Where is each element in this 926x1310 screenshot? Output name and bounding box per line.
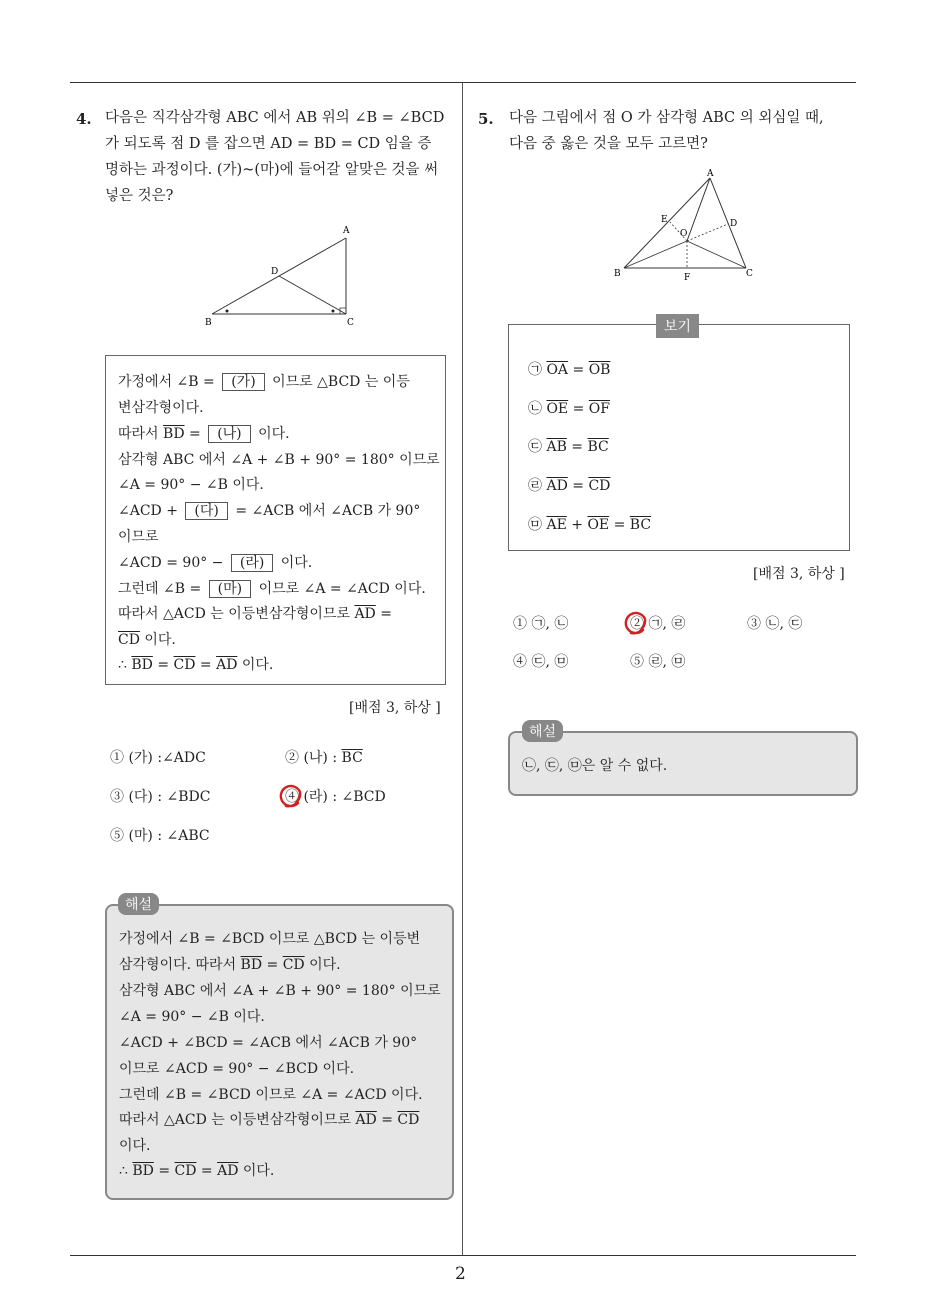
segment-ca bbox=[710, 178, 746, 268]
solution-line-2: 삼각형이다. 따라서 $\overline{BD} = \overline{CD}$ 이다. bbox=[119, 957, 341, 973]
blank-da: (다) bbox=[185, 502, 227, 520]
segment-od bbox=[687, 224, 728, 241]
label-b: B bbox=[205, 318, 212, 328]
q4-text-line: 명하는 과정이다. (가)~(마)에 들어갈 알맞은 것을 써 bbox=[105, 162, 439, 178]
page-number: 2 bbox=[455, 1264, 466, 1284]
proof-line-4: 삼각형 ABC 에서 ∠A + ∠B + 90° = 180° 이므로 bbox=[118, 452, 440, 468]
q5-triangle-figure bbox=[610, 166, 760, 286]
proof-line-7: 이므로 bbox=[118, 529, 159, 545]
q5-score: [배점 3, 하상 ] bbox=[753, 566, 845, 582]
q4-text-line: 가 되도록 점 D 를 잡으면 AD = BD = CD 임을 증 bbox=[105, 136, 432, 152]
q5-choice-1[interactable]: ① ㉠, ㉡ bbox=[513, 616, 569, 632]
q4-text-line: 다음은 직각삼각형 ABC 에서 AB 위의 ∠B = ∠BCD bbox=[105, 110, 445, 126]
solution-line-6: 이므로 ∠ACD = 90° − ∠BCD 이다. bbox=[119, 1061, 355, 1077]
label-e: E bbox=[661, 215, 668, 225]
q5-text-line: 다음 그림에서 점 O 가 삼각형 ABC 의 외심일 때, bbox=[509, 110, 824, 126]
q5-choice-3[interactable]: ③ ㉡, ㉢ bbox=[747, 616, 803, 632]
blank-ra: (라) bbox=[231, 554, 273, 572]
proof-line-10: 따라서 △ACD 는 이등변삼각형이므로 $\overline{AD}$ = bbox=[118, 606, 392, 622]
q4-text-line: 넣은 것은? bbox=[105, 188, 174, 204]
q5-text-line: 다음 중 옳은 것을 모두 고르면? bbox=[509, 136, 708, 152]
q4-answer-circle-mark bbox=[276, 780, 306, 810]
q4-choice-5[interactable]: ⑤ (마) : ∠ABC bbox=[110, 828, 210, 844]
blank-na: (나) bbox=[208, 425, 250, 443]
bogi-item-4: ㉣ $\overline{AD} = \overline{CD}$ bbox=[528, 478, 611, 494]
q4-question-text bbox=[105, 105, 444, 209]
q4-number: 4. bbox=[76, 110, 92, 128]
label-b: B bbox=[614, 269, 621, 279]
q4-solution-tag: 해설 bbox=[118, 893, 159, 915]
q5-choice-4[interactable]: ④ ㉢, ㉤ bbox=[513, 654, 569, 670]
segment-ao bbox=[687, 178, 710, 241]
q4-triangle-figure bbox=[200, 222, 360, 330]
label-a: A bbox=[707, 169, 714, 179]
q4-choice-1[interactable]: ① (가) :∠ADC bbox=[110, 750, 206, 766]
proof-line-9: 그런데 ∠B = (마) 이므로 ∠A = ∠ACD 이다. bbox=[118, 581, 426, 597]
solution-line-9: 이다. bbox=[119, 1138, 151, 1154]
bogi-item-3: ㉢ $\overline{AB} = \overline{BC}$ bbox=[528, 439, 609, 455]
proof-line-1: 가정에서 ∠B = (가) 이므로 △BCD 는 이등 bbox=[118, 374, 410, 390]
segment-dc bbox=[279, 276, 346, 314]
proof-line-3: 따라서 $\overline{BD}$ = (나) 이다. bbox=[118, 426, 290, 442]
q4-choice-4[interactable]: ④ (라) : ∠BCD bbox=[285, 789, 386, 805]
angle-b-mark bbox=[226, 310, 229, 313]
proof-line-11: $\overline{CD}$ 이다. bbox=[118, 632, 176, 648]
solution-line-1: 가정에서 ∠B = ∠BCD 이므로 △BCD 는 이등변 bbox=[119, 931, 421, 947]
bottom-rule bbox=[70, 1255, 856, 1256]
q4-solution-box bbox=[105, 904, 454, 1200]
q5-choice-2[interactable]: ② ㉠, ㉣ bbox=[630, 616, 686, 632]
column-divider bbox=[462, 83, 463, 1255]
solution-line-1: ㉡, ㉢, ㉤은 알 수 없다. bbox=[522, 758, 668, 774]
q4-choice-3[interactable]: ③ (다) : ∠BDC bbox=[110, 789, 211, 805]
proof-line-2: 변삼각형이다. bbox=[118, 400, 204, 416]
solution-line-4: ∠A = 90° − ∠B 이다. bbox=[119, 1009, 265, 1025]
q5-answer-circle-mark bbox=[621, 607, 651, 637]
proof-line-5: ∠A = 90° − ∠B 이다. bbox=[118, 477, 264, 493]
label-c: C bbox=[746, 269, 753, 279]
top-rule bbox=[70, 82, 856, 83]
q5-bogi-tag: 보기 bbox=[656, 314, 699, 338]
angle-bcd-mark bbox=[332, 310, 335, 313]
proof-line-6: ∠ACD + (다) = ∠ACB 에서 ∠ACB 가 90° bbox=[118, 503, 421, 519]
bogi-item-5: ㉤ $\overline{AE} + \overline{OE} = \overline{BC}$ bbox=[528, 517, 652, 533]
q4-proof-box bbox=[105, 355, 446, 685]
solution-line-8: 따라서 △ACD 는 이등변삼각형이므로 $\overline{AD} = \overline{CD}$ bbox=[119, 1112, 420, 1128]
q5-question-text bbox=[509, 105, 824, 157]
solution-line-5: ∠ACD + ∠BCD = ∠ACB 에서 ∠ACB 가 90° bbox=[119, 1035, 418, 1051]
proof-line-12: ∴ $\overline{BD} = \overline{CD} = \overline{AD}$ 이다. bbox=[118, 657, 274, 673]
q5-number: 5. bbox=[478, 110, 494, 128]
label-c: C bbox=[347, 318, 354, 328]
bogi-item-1: ㉠ $\overline{OA} = \overline{OB}$ bbox=[528, 362, 611, 378]
label-f: F bbox=[684, 273, 691, 283]
proof-line-8: ∠ACD = 90° − (라) 이다. bbox=[118, 555, 313, 571]
bogi-item-2: ㉡ $\overline{OE} = \overline{OF}$ bbox=[528, 401, 610, 417]
q4-score: [배점 3, 하상 ] bbox=[349, 700, 441, 716]
label-a: A bbox=[343, 226, 350, 236]
solution-line-10: ∴ $\overline{BD} = \overline{CD} = \overline{AD}$ 이다. bbox=[119, 1163, 275, 1179]
q4-choice-2[interactable]: ② (나) : $\overline{BC}$ bbox=[285, 750, 363, 766]
solution-line-3: 삼각형 ABC 에서 ∠A + ∠B + 90° = 180° 이므로 bbox=[119, 983, 441, 999]
q5-solution-box bbox=[508, 731, 858, 796]
segment-ob bbox=[624, 241, 687, 268]
q5-choice-5[interactable]: ⑤ ㉣, ㉤ bbox=[630, 654, 686, 670]
label-d: D bbox=[271, 267, 279, 277]
label-d: D bbox=[730, 219, 738, 229]
label-o: O bbox=[680, 229, 688, 239]
solution-line-7: 그런데 ∠B = ∠BCD 이므로 ∠A = ∠ACD 이다. bbox=[119, 1087, 423, 1103]
q5-solution-tag: 해설 bbox=[522, 720, 563, 742]
blank-ga: (가) bbox=[222, 373, 264, 391]
blank-ma: (마) bbox=[209, 580, 251, 598]
